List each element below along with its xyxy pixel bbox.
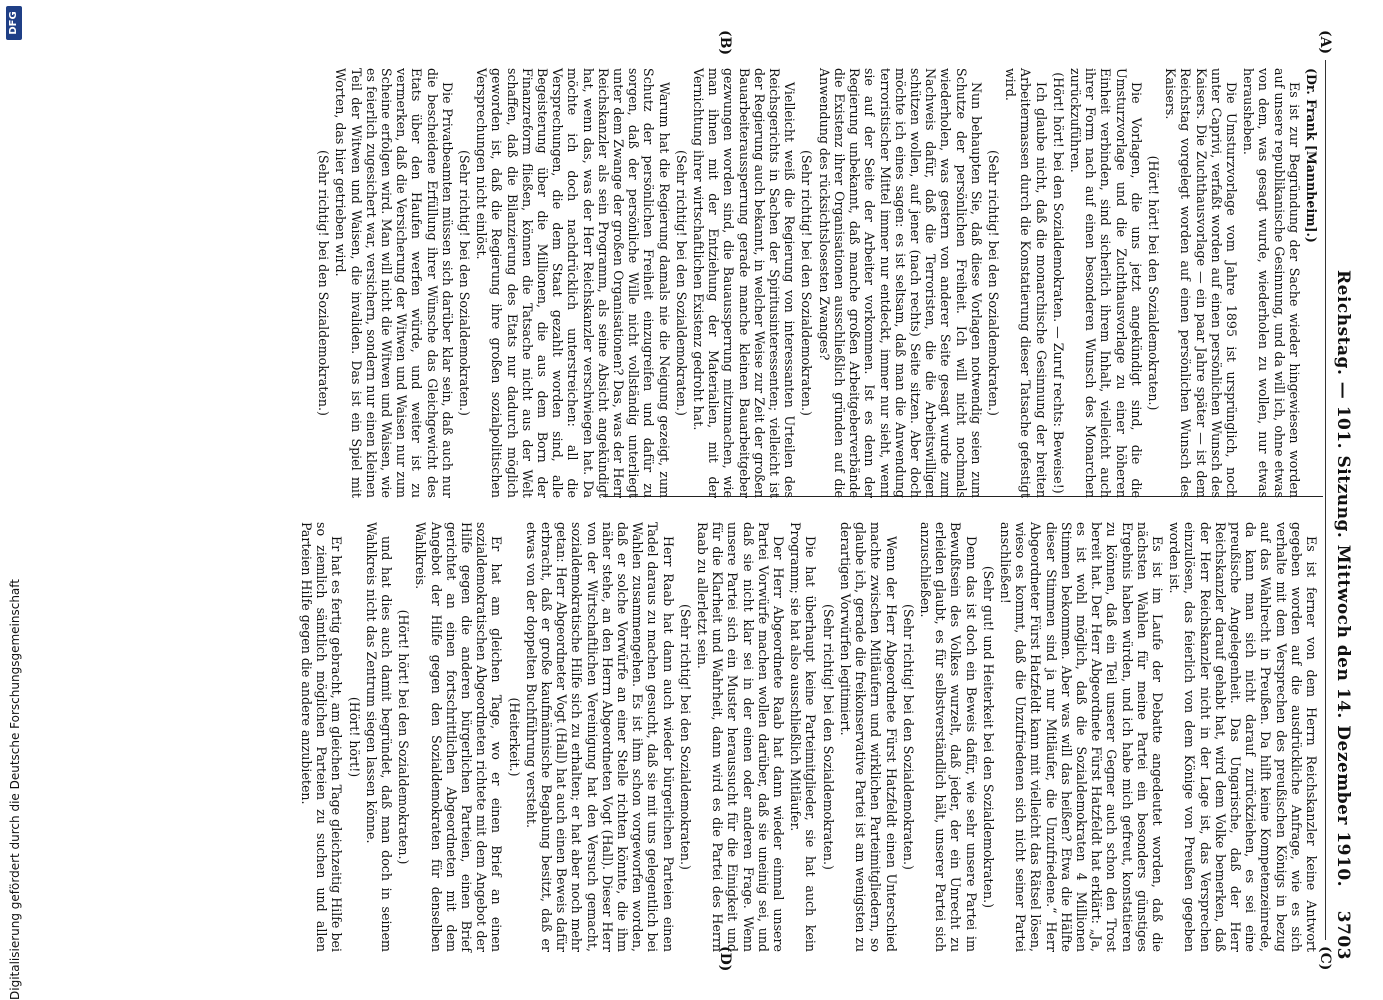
interjection: (Sehr richtig! bei den Sozialdemokraten.) [820,604,836,870]
dfg-logo: DFG [6,6,22,40]
speaker-label: (Dr. Frank [Mannheim].) [1304,68,1319,243]
interjection: (Sehr richtig! bei den Sozialdemokraten.) [677,604,693,870]
interjection: (Sehr richtig! bei den Sozialdemokraten.) [673,150,689,416]
paragraph: Die Vorlagen, die uns jetzt angekündigt sind, die die Umsturzvorlage und die Zuchthausvorlage zu einer höheren Einheit verbinden, sind sicherlich ihrem Inhalt, vielleicht auch ihrer Form nach auf einen besonderen Wunsch des Monarchen zurückzuführen. [1067,68,1144,498]
margin-mark-a: (A) [1317,30,1333,55]
margin-mark-c: (C) [1317,946,1333,971]
interjection: (Hört! hört! bei den Sozialdemokraten.) [396,609,412,865]
paragraph: und hat dies auch damit begründet, daß man doch in seinem Wahlkreis nicht das Zentrum siegen lassen könne. [363,522,395,952]
paragraph: Vielleicht weiß die Regierung von interessanten Urteilen des Reichsgerichts in Sachen der Spiritusinteressenten; vielleicht ist der Regierung auch bekannt, in welcher Weise zur Zeit der großen Bauarbeiteraussperrung gerade manche kleinen Bauarbeitgeber gezwungen worden sind, die Bauaussperrung mitzumachen, wie man ihnen mit der Entziehung der Materialien, mit der Vernichtung ihrer wirtschaftlichen Existenz gedroht hat. [691,68,798,498]
paragraph: Es ist ferner von dem Herrn Reichskanzler keine Antwort gegeben worden auf die ausdrückliche Anfrage, wie es sich verhalte mit dem Versprechen des preußischen Königs in bezug auf das Wahlrecht in Preußen. Da hilft keine Kompetenzeinrede, da kann man sich nicht darauf zurückziehen, es sei eine preußische Angelegenheit. Das Ungarische, daß der Herr Reichskanzler darauf gehabt hat, wird dem Volke bemerken, daß der Herr Reichskanzler nicht in der Lage ist, das Versprechen einzulösen, das feierlich von dem Könige von Preußen gegeben worden ist. [1167,522,1319,952]
paragraph: Warum hat die Regierung damals nie die Neigung gezeigt, zum Schutz der persönlichen Freiheit einzugreifen und dafür zu sorgen, daß der persönliche Wille nicht vollständig unterliegt unter dem Zwange der großen Organisationen? Das, was der Herr Reichskanzler als sein Programm, als seine Absicht angekündigt hat, wenn das, was der Herr Reichskanzler verschwiegen hat. Da möchte ich doch nachdrücklich unterstreichen: all die Versprechungen, die dem Staat gezahlt worden sind, alle Begeisterung über die Millionen, die aus dem Born der Finanzreform fließen, können die Tatsache nicht aus der Welt schaffen, daß die Bilanzierung des Etats nur dadurch möglich geworden ist, daß die Regierung ihre großen sozialpolitischen Versprechungen nicht einlöst. [474,68,672,498]
paragraph: Herr Raab hat dann auch wieder bürgerlichen Parteien einen Tadel daraus zu machen gesucht, daß sie mit uns gelegentlich bei Wahlen zusammengehen. Es ist ihm schon vorgeworfen worden, daß er solche Vorwürfe an einer Stelle richten könnte, die ihm näher stehe, an den Herrn Abgeordneten Vogt (Hall). Dieser Herr von der Wirtschaftlichen Vereinigung hat den Versuch gemacht, sozialdemokratische Hilfe sich zu erhalten; er hat aber noch mehr getan: Herr Abgeordneter Vogt (Hall) hat auch einen Beweis dafür erbracht, daß er große kaufmännische Begabung besitzt, daß er etwas von der doppelten Buchführung versteht. [523,522,676,952]
page-number: 3703 [1333,910,1353,960]
header-title: Reichstag. — 101. Sitzung. Mittwoch den 14. Dezember 1910. [1333,270,1353,888]
paragraph: Ich glaube nicht, daß die monarchische Gesinnung der breiten Arbeitermassen durch die Konstatierung dieser Tatsache gefestigt wird. [1003,68,1049,498]
paragraph: Es ist zur Begründung der Sache wieder hingewiesen worden auf unsere republikanische Gesinnung, und da will ich, ohne etwas von dem, was gesagt wurde, wiederholen zu wollen, nur etwas herausheben. [1241,68,1302,498]
paragraph: Es ist im Laufe der Debatte angedeutet worden, daß die nächsten Wahlen für meine Partei ein besonders günstiges Ergebnis haben würden, und ich habe mich gefreut, konstatieren zu können, daß ein Teil unserer Gegner auch schon den Trost bereit hat. Der Herr Abgeordnete Fürst Hatzfeldt hat erklärt: „Ja, es ist wohl möglich, daß die Sozialdemokraten 4 Millionen Stimmen bekommen. Aber was will das heißen? Etwa die Hälfte dieser Stimmen sind ja nur Mitläufer, die Unzufriedene.“ Herr Abgeordneter Fürst Hatzfeldt kann mit vielleicht das Rätsel lösen, wieso es kommt, daß die Unzufriedenen sich nicht seiner Partei anschließen! [997,522,1165,952]
interjection: (Heiterkeit.) [506,697,522,777]
page-header [1323,60,1353,960]
right-text-column [297,522,1319,952]
interjection: (Sehr richtig! bei den Sozialdemokraten.) [900,604,916,870]
interjection: (Sehr gut! und Heiterkeit bei den Sozialdemokraten.) [980,565,996,909]
interjection: (Sehr richtig! bei den Sozialdemokraten.) [457,150,473,416]
footer-text: Digitalisierung gefördert durch die Deutsche Forschungsgemeinschaft [8,578,22,1000]
paragraph: Er hat es fertig gebracht, am gleichen Tage gleichzeitig Hilfe bei so ziemlich sämtlich möglichen Parteien zu suchen und allen Parteien Hilfe gegen die andere anzubieten. [299,522,345,952]
paragraph: Die Umsturzvorlage vom Jahre 1895 ist ursprünglich, noch unter Caprivi, verfaßt worden auf einen persönlichen Wunsch des Kaisers. Die Zuchthausvorlage — ein paar Jahre später — ist dem Reichstag vorgelegt worden auf einen persönlichen Wunsch des Kaisers. [1163,68,1239,498]
paragraph: Der Herr Abgeordnete Raab hat dann wieder einmal unsere Partei Vorwürfe machen wollen darüber, daß sie uneinig sei, und daß sie nicht klar sei in der einen oder anderen Frage. Wenn unsere Partei sich ein Muster heraussucht für die Einigkeit und für die Klarheit und Wahrheit, dann wird es die Partei des Herrn Raab zu allerletzt sein. [695,522,787,952]
interjection: (Hört! hört!) [346,696,362,778]
interjection: (Hört! hört! bei den Sozialdemokraten. — Zuruf rechts: Beweise!) [1050,72,1066,494]
paragraph: Die Privatbeamten müssen sich darüber klar sein, daß auch nur die bescheidene Erfüllung ihrer Wünsche das Gleichgewicht des Etats über den Haufen werfen würde, und weiter ist zu vermerken, daß die Versicherung der Witwen und Waisen nur zum Scheine erfolgen wird. Man will nicht die Witwen und Waisen, wie es feierlich zugesichert war, versichern, sondern nur einen kleinen Teil der Witwen und Waisen, die invaliden. Das ist ein Spiel mit Worten, das hier getrieben wird. [333,68,455,498]
paragraph: Die hat überhaupt keine Parteimitglieder, sie hat auch kein Programm; sie hat also ausschließlich Mitläufer. [788,522,819,952]
paragraph: Er hat am gleichen Tage, wo er einen Brief an einen sozialdemokratischen Abgeordneten richtete mit dem Angebot der Hilfe gegen die anderen bürgerlichen Parteien, einen Brief gerichtet an einen fortschrittlichen Abgeordneten mit dem Angebot der Hilfe gegen den Sozialdemokraten für denselben Wahlkreis. [413,522,505,952]
interjection: (Sehr richtig! bei den Sozialdemokraten.) [985,150,1001,416]
column-divider [603,496,1323,497]
digitization-footer [4,0,26,1000]
interjection: (Sehr richtig! bei den Sozialdemokraten.) [316,150,332,416]
paragraph: Nun behaupten Sie, daß diese Vorlagen notwendig seien zum Schutze der persönlichen Freiheit. Ich will nicht nochmals wiederholen, was gestern von anderer Seite gesagt wurde zum Nachweis dafür, daß die Terroristen, die die Arbeitswilligen schützen wollen, auf jener (nach rechts) Seite sitzen. Aber doch möchte ich eines sagen: es ist seltsam, daß man die Anwendung terroristischer Mittel immer nur entdeckt, immer nur sieht, wenn sie auf der Seite der Arbeiter vorkommen. Ist es denn der Regierung unbekannt, daß manche großen Arbeitgeberverbände die Existenz ihrer Organisationen ausschließlich gründen auf die Anwendung des rücksichtslosesten Zwanges? [816,68,984,498]
margin-mark-b: (B) [717,30,733,56]
paragraph: Denn das ist doch ein Beweis dafür, wie sehr unsere Partei im Bewußtsein des Volkes wurzelt, daß jeder, der ein Unrecht zu erleiden glaubt, es für selbstverständlich hält, unserer Partei sich anzuschließen. [917,522,979,952]
left-text-column [314,68,1319,498]
header-rule [1325,60,1326,940]
margin-mark-d: (D) [717,946,733,972]
interjection: (Hört! hört! bei den Sozialdemokraten.) [1145,155,1161,411]
interjection: (Sehr richtig! bei den Sozialdemokraten.) [799,150,815,416]
paragraph: Wenn der Herr Abgeordnete Fürst Hatzfeldt einen Unterschied machte zwischen Mitläufern und wirklichen Parteimitgliedern, so glaube ich, gerade die freikonservative Partei ist am wenigsten zu derartigen Vorwürfen legitimiert. [837,522,899,952]
